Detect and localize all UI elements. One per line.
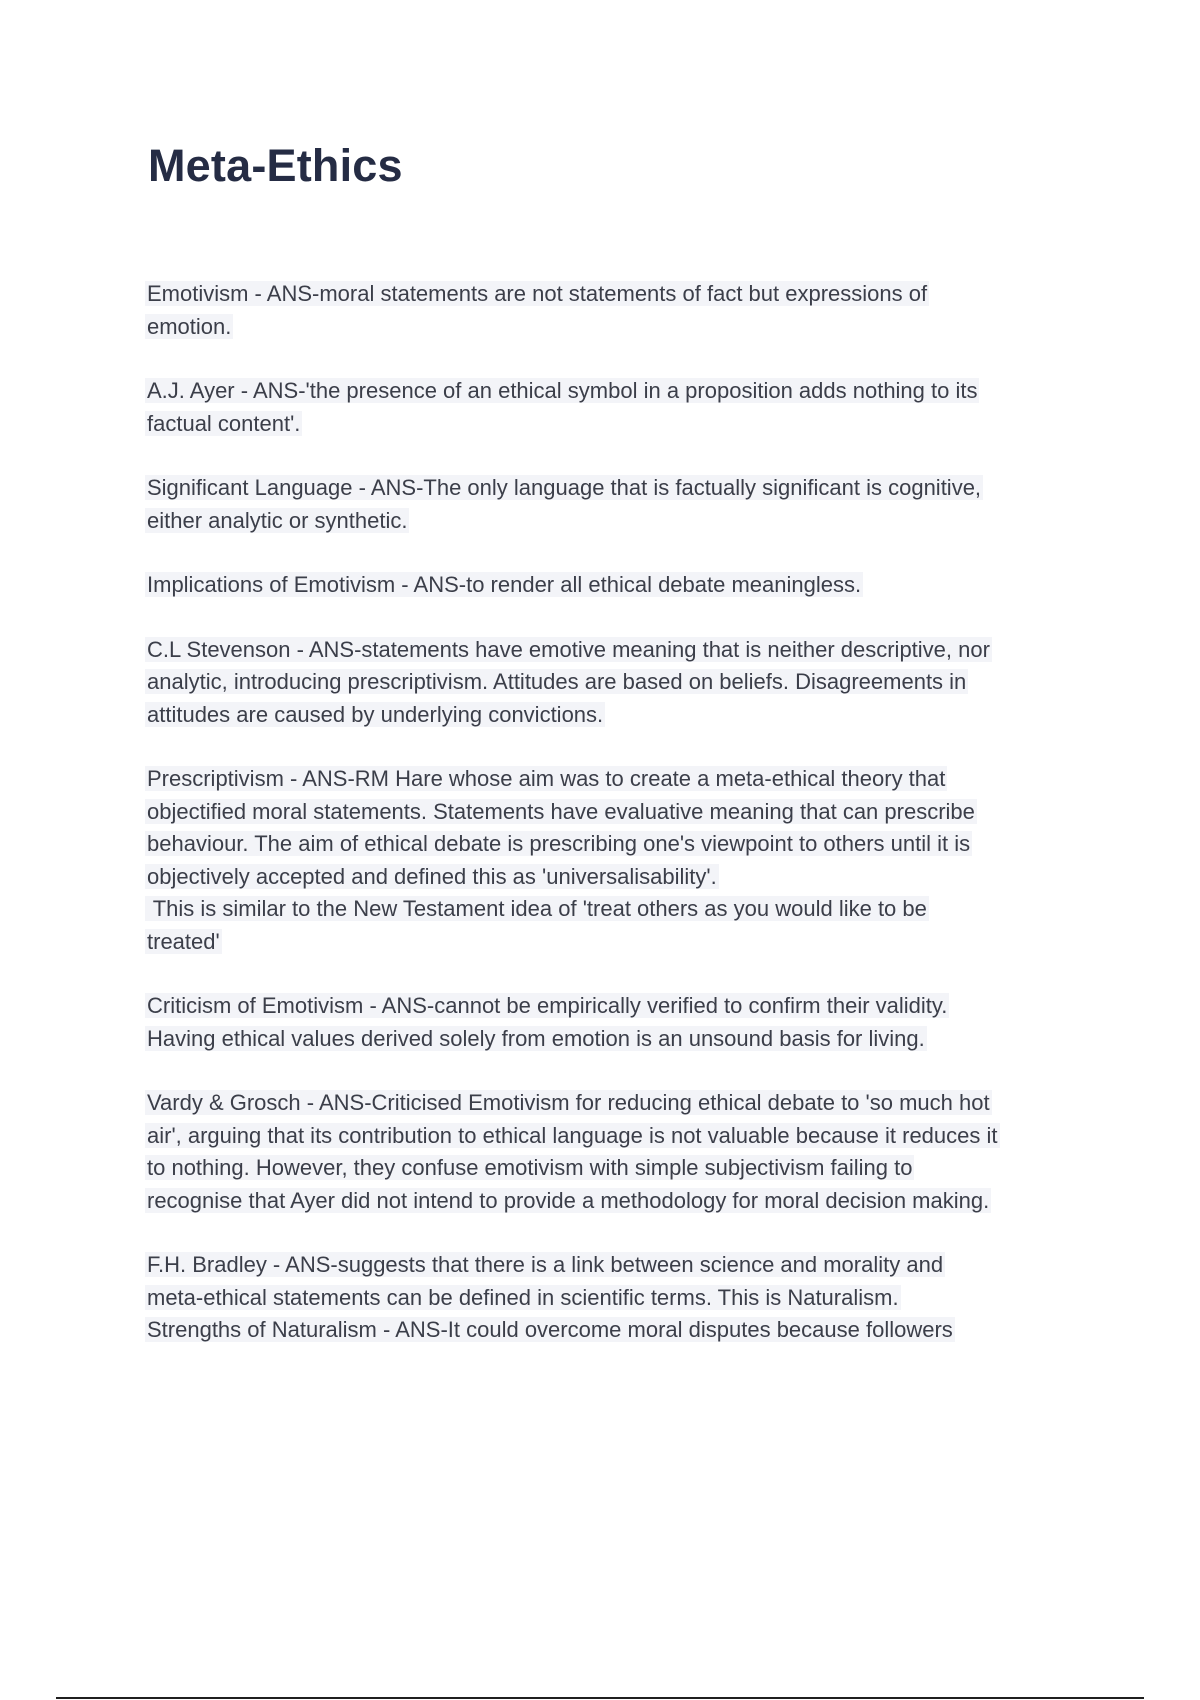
flashcard-entry-bradley [145,1249,1085,1314]
entry-line: This is similar to the New Testament idea of 'treat others as you would like to be [147,896,927,921]
entry-line: analytic, introducing prescriptivism. Attitudes are based on beliefs. Disagreements in [147,669,967,694]
flashcard-entry-vardy-grosch [145,1087,1085,1217]
entry-line: emotion. [147,313,232,339]
entry-line: F.H. Bradley - ANS-suggests that there is a link between science and morality and [147,1252,944,1277]
entry-line: air', arguing that its contribution to ethical language is not valuable because it reduces it [147,1122,998,1148]
page-title: Meta-Ethics [148,140,403,191]
entry-line: meta-ethical statements can be defined in scientific terms. This is Naturalism. [147,1284,899,1310]
entry-line: Significant Language - ANS-The only language that is factually significant is cognitive, [147,475,982,500]
flashcard-entry-criticism [145,990,1085,1055]
entry-line: behaviour. The aim of ethical debate is prescribing one's viewpoint to others until it is [147,831,971,856]
flashcard-entry-significant-language [145,472,1085,537]
flashcard-entry-emotivism [145,278,1085,343]
entry-line: either analytic or synthetic. [147,507,408,533]
entry-line: Vardy & Grosch - ANS-Criticised Emotivism for reducing ethical debate to 'so much hot [147,1090,990,1115]
entry-line: recognise that Ayer did not intend to provide a methodology for moral decision making. [147,1187,990,1213]
flashcard-entry-naturalism-strengths [145,1314,1085,1347]
entry-line: objectified moral statements. Statements have evaluative meaning that can prescribe [147,798,975,824]
flashcard-entry-ayer [145,375,1085,440]
entry-line: objectively accepted and defined this as 'universalisability'. [147,863,717,889]
entry-line: A.J. Ayer - ANS-'the presence of an ethical symbol in a proposition adds nothing to its [147,378,978,403]
flashcard-list [145,278,1085,1379]
entry-line: Prescriptivism - ANS-RM Hare whose aim was to create a meta-ethical theory that [147,766,946,791]
flashcard-entry-prescriptivism [145,763,1085,958]
flashcard-entry-implications [145,569,1085,602]
flashcard-entry-stevenson [145,634,1085,732]
entry-line: Having ethical values derived solely from emotion is an unsound basis for living. [147,1025,925,1051]
entry-line: Strengths of Naturalism - ANS-It could overcome moral disputes because followers [147,1317,953,1342]
entry-line: treated' [147,928,220,954]
entry-line: C.L Stevenson - ANS-statements have emotive meaning that is neither descriptive, nor [147,636,990,662]
footer-divider [56,1697,1144,1699]
entry-line: attitudes are caused by underlying convictions. [147,701,604,727]
entry-line: Implications of Emotivism - ANS-to render all ethical debate meaningless. [147,572,862,597]
entry-line: Criticism of Emotivism - ANS-cannot be empirically verified to confirm their validity. [147,993,948,1018]
entry-line: to nothing. However, they confuse emotivism with simple subjectivism failing to [147,1155,913,1180]
entry-line: Emotivism - ANS-moral statements are not statements of fact but expressions of [147,281,928,306]
entry-line: factual content'. [147,410,301,436]
